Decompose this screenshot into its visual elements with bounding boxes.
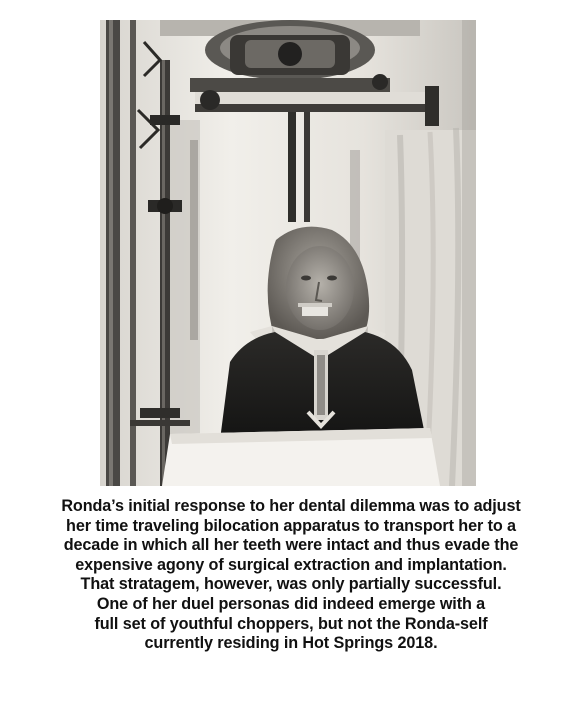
vintage-photo xyxy=(100,20,476,486)
caption-line: decade in which all her teeth were intact and thus evade the xyxy=(63,536,519,555)
caption-line: Ronda’s initial response to her dental dilemma was to adjust xyxy=(61,497,521,515)
caption-line: currently residing in Hot Springs 2018. xyxy=(144,634,438,653)
caption xyxy=(30,497,552,654)
caption-line: expensive agony of surgical extraction and implantation. xyxy=(75,555,507,574)
caption-line: That stratagem, however, was only partially successful. xyxy=(80,575,502,594)
caption-line: her time traveling bilocation apparatus to transport her to a xyxy=(66,516,516,535)
caption-line: full set of youthful choppers, but not the Ronda-self xyxy=(94,614,488,633)
caption-line: One of her duel personas did indeed emerge with a xyxy=(96,594,486,613)
